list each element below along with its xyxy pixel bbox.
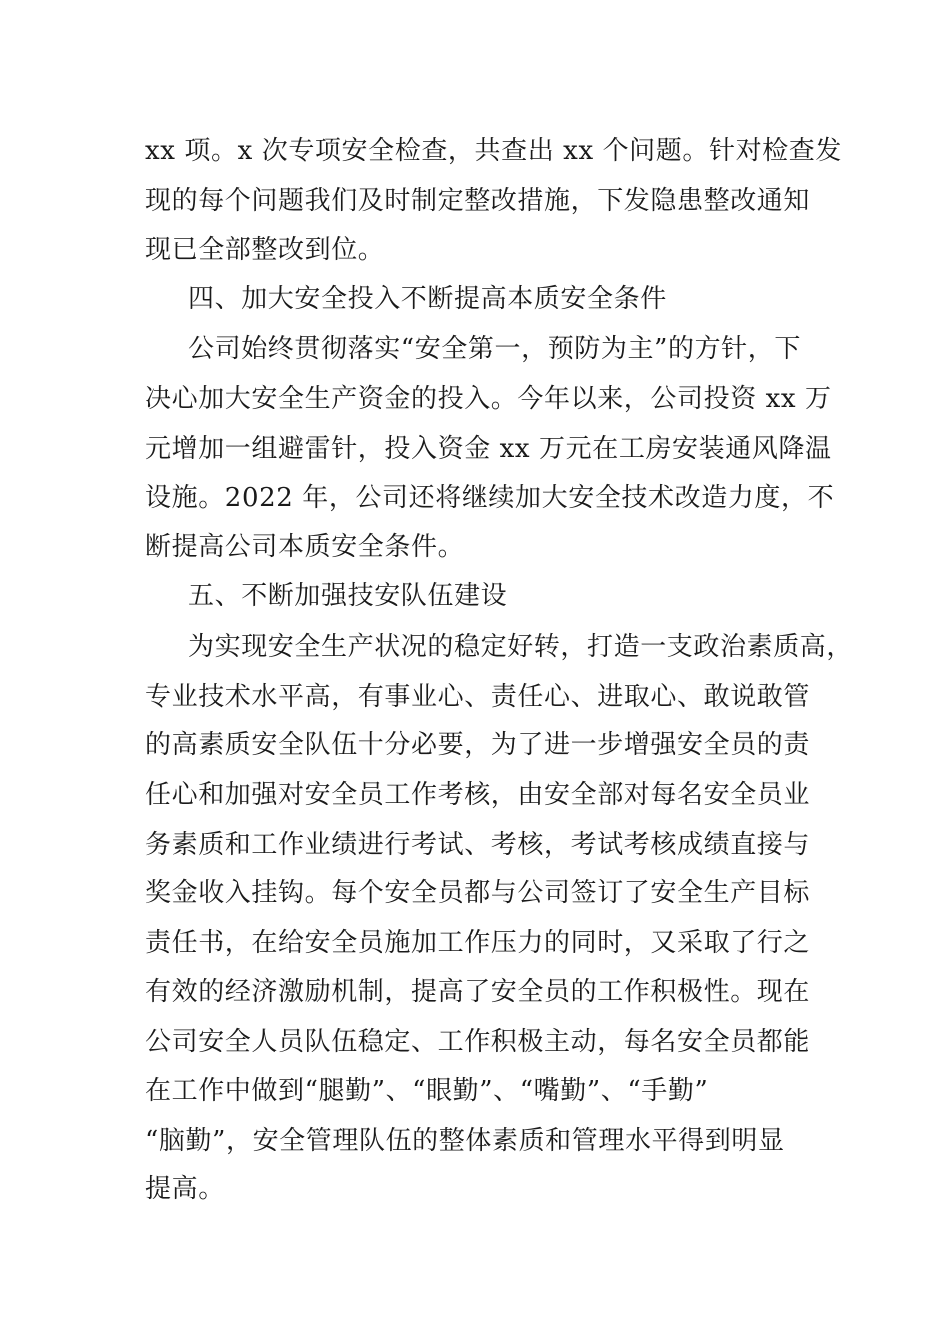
text-line: 在工作中做到“腿勤”、“眼勤”、“嘴勤”、“手勤” (145, 1076, 709, 1106)
text-line: 为实现安全生产状况的稳定好转，打造一支政治素质高， (188, 632, 854, 662)
text-line: 的高素质安全队伍十分必要，为了进一步增强安全员的责 (145, 730, 811, 760)
text-line: 任心和加强对安全员工作考核，由安全部对每名安全员业 (145, 780, 811, 810)
text-line: 决心加大安全生产资金的投入。今年以来，公司投资 xx 万 (145, 384, 832, 414)
text-line: 专业技术水平高，有事业心、责任心、进取心、敢说敢管 (145, 682, 811, 712)
text-line: 责任书，在给安全员施加工作压力的同时，又采取了行之 (145, 928, 811, 958)
text-line: “脑勤”，安全管理队伍的整体素质和管理水平得到明显 (145, 1126, 785, 1156)
text-line: 奖金收入挂钩。每个安全员都与公司签订了安全生产目标 (145, 878, 811, 908)
text-line: 设施。2022 年，公司还将继续加大安全技术改造力度，不 (145, 483, 835, 513)
text-line: 元增加一组避雷针，投入资金 xx 万元在工房安装通风降温 (145, 434, 832, 464)
text-line: 公司安全人员队伍稳定、工作积极主动，每名安全员都能 (145, 1027, 811, 1057)
text-line: 提高。 (145, 1174, 225, 1204)
text-line: 有效的经济激励机制，提高了安全员的工作积极性。现在 (145, 977, 811, 1007)
text-line: 务素质和工作业绩进行考试、考核，考试考核成绩直接与 (145, 830, 811, 860)
text-line: 现已全部整改到位。 (145, 235, 385, 265)
text-line: xx 项。x 次专项安全检查，共查出 xx 个问题。针对检查发 (145, 136, 842, 166)
section-heading: 四、加大安全投入不断提高本质安全条件 (188, 284, 667, 314)
text-line: 断提高公司本质安全条件。 (145, 532, 465, 562)
text-line: 公司始终贯彻落实“安全第一，预防为主”的方针，下 (188, 334, 801, 364)
text-line: 现的每个问题我们及时制定整改措施，下发隐患整改通知 (145, 186, 811, 216)
section-heading: 五、不断加强技安队伍建设 (188, 581, 508, 611)
